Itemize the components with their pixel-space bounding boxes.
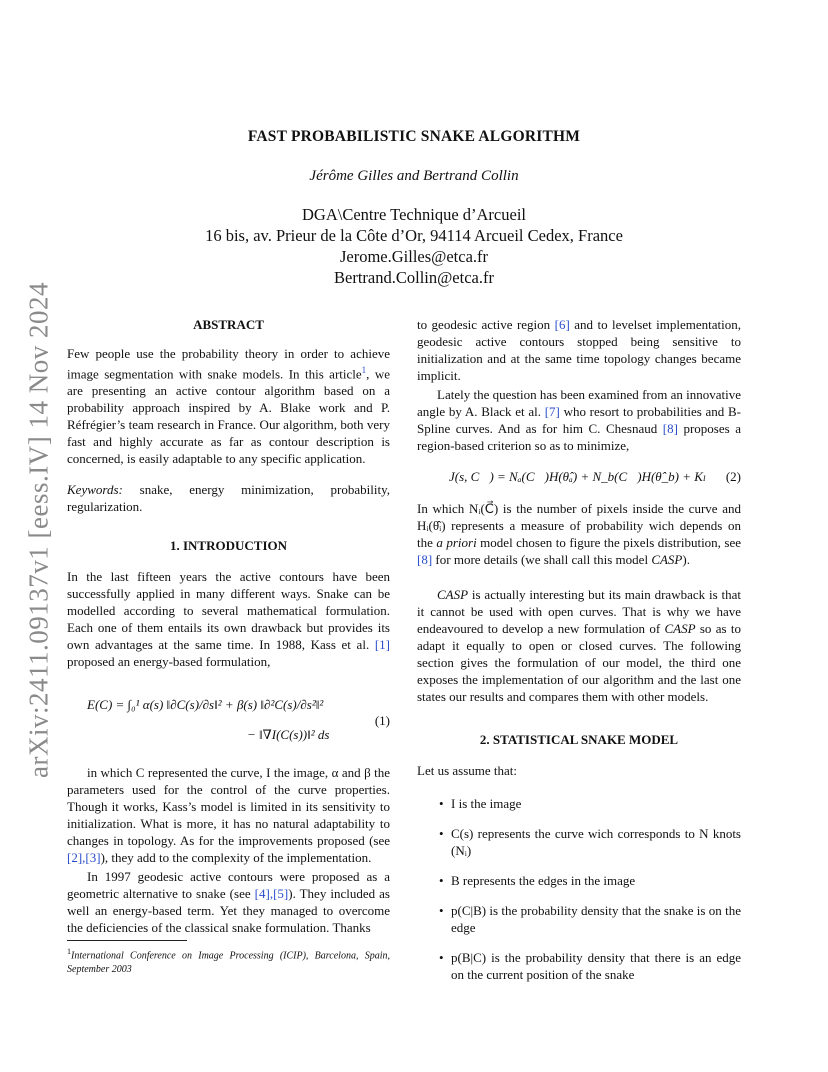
citation-link[interactable]: [1] (374, 637, 390, 653)
equation-number: (1) (374, 713, 390, 729)
body-paragraph: CASP is actually interesting but its main drawback is that it cannot be used with open curves. That is why we have endeavoured to develop a new formulation of CASP so as to adapt it equally to open or closed curves. The following section gives the formulation of our model, the third one exposes the implementation of our algorithm and the last one states our results and compares them with other models. (417, 587, 741, 704)
arxiv-stamp: arXiv:2411.09137v1 [eess.IV] 14 Nov 2024 (23, 282, 54, 778)
authors: Jérôme Gilles and Bertrand Collin (309, 168, 519, 184)
body-paragraph: Lately the question has been examined from an innovative angle by A. Black et al. [7] who resort to probabilities and B-Spline curves. And as for him C. Chesnaud [8] proposes a region-based criterion so as to minimize, (417, 387, 741, 453)
citation-link[interactable]: [8] (417, 552, 433, 567)
footnote-rule (67, 940, 187, 941)
right-column (417, 316, 741, 996)
intro-paragraph: In 1997 geodesic active contours were proposed as a geometric alternative to snake (see [4],[5]). They included as well an energy-based term. Yet they managed to overcome the deficiencies of the classical snake formulation. Thanks (67, 869, 390, 936)
keywords: Keywords: snake, energy minimization, probability, regularization. (67, 482, 390, 515)
list-item: • B represents the edges in the image (417, 872, 741, 889)
left-column (67, 316, 390, 976)
paper-title: FAST PROBABILISTIC SNAKE ALGORITHM (247, 128, 581, 145)
body-paragraph: In which Nᵢ(C⃗) is the number of pixels inside the curve and Hᵢ(θ̂ᵢ) represents a measure of probability wich depends on the a priori model chosen to figure the pixels distribution, see [8] for more details (we shall call this model CASP). (417, 501, 742, 567)
body-paragraph: Let us assume that: (417, 763, 518, 778)
assumption-list (417, 795, 741, 983)
email-link[interactable]: Bertrand.Collin@etca.fr (334, 268, 494, 287)
abstract-text: Few people use the probability theory in order to achieve image segmentation with snake models. In this article$^1$, we are presenting an active contour algorithm based on a probability approach inspired by A. Blake work and P. Réfrégier’s team research in France. Our algorithm, both very fast and highly accurate as far as contour description is concerned, is easily adaptable to any specific application. (67, 346, 390, 467)
body-paragraph: to geodesic active region [6] and to levelset implementation, geodesic active contours stopped being sensitive to initialization and at the same time topology changes became implicit. (417, 317, 741, 383)
footnote: $^1$International Conference on Image Processing (ICIP), Barcelona, Spain, September 2003 (67, 947, 390, 975)
equation-1: E(C) = ∫₀¹ α(s) ‖∂C(s)/∂s‖² + β(s) ‖∂²C(s)/∂s²‖² − ‖∇I(C(s))‖² ds (1) (87, 697, 390, 743)
intro-paragraph: In the last fifteen years the active contours have been successfully applied in many different ways. Snake can be modelled according to several mathematical formulation. Each one of them entails its own drawback but provides its own advantages at the same time. In 1988, Kass et al. [1] proposed an energy-based formulation, (67, 569, 390, 670)
affiliation-line: DGA\Centre Technique d’Arcueil (302, 205, 526, 224)
intro-paragraph: in which C represented the curve, I the image, α and β the parameters used for the control of the curve properties. Though it works, Kass’s model is limited in its sensitivity to initialization. What is more, it has no natural adaptability to changes in topology. As for the improvements proposed (see [2],[3]), they add to the complexity of the implementation. (67, 765, 390, 866)
citation-link[interactable]: [8] (662, 421, 678, 436)
footnote-link[interactable]: 1 (361, 365, 367, 375)
citation-link[interactable]: [2],[3] (67, 850, 101, 866)
list-item: • I is the image (417, 795, 741, 812)
abstract-heading: ABSTRACT (193, 317, 264, 332)
list-item: • p(C|B) is the probability density that the snake is on the edge (417, 902, 741, 936)
citation-link[interactable]: [4],[5] (254, 886, 289, 902)
affiliation (0, 204, 828, 288)
section-heading-statistical-model: 2. STATISTICAL SNAKE MODEL (479, 732, 679, 747)
affiliation-line: 16 bis, av. Prieur de la Côte d’Or, 94114 Arcueil Cedex, France (205, 226, 623, 245)
section-heading-introduction: 1. INTRODUCTION (169, 538, 287, 554)
email-link[interactable]: Jerome.Gilles@etca.fr (339, 247, 489, 266)
list-item: • C(s) represents the curve wich corresponds to N knots (Nᵢ) (417, 825, 741, 859)
equation-number: (2) (725, 469, 741, 484)
citation-link[interactable]: [6] (554, 317, 570, 332)
citation-link[interactable]: [7] (544, 404, 560, 419)
equation-2: J(s, C⃗) = Nₐ(C⃗)H(θ̂ₐ) + N_b(C⃗)H(θ̂_b) + Kₗ (2) (449, 469, 741, 484)
list-item: • p(B|C) is the probability density that there is an edge on the current position of the snake (417, 949, 741, 983)
